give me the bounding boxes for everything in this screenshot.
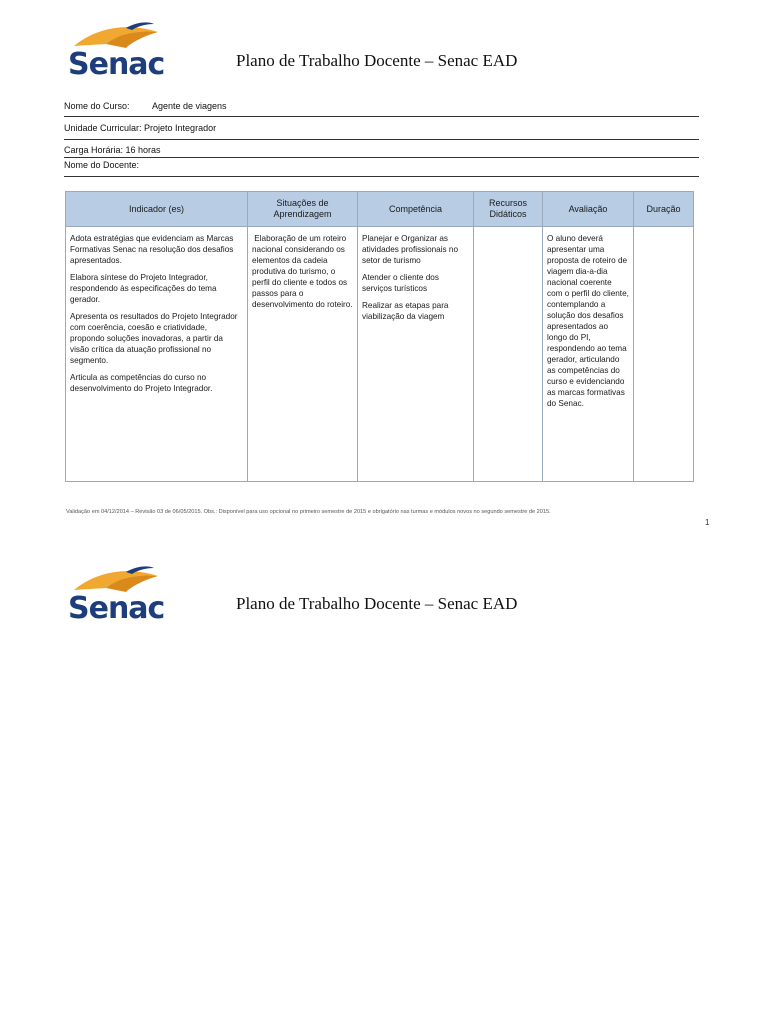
page-2 — [0, 540, 768, 1024]
divider — [64, 157, 699, 158]
indicador-item: Adota estratégias que evidenciam as Marcas Formativas Senac na resolução dos desafios apresentados. — [70, 234, 234, 265]
work-plan-table — [65, 191, 694, 482]
field-unit: Unidade Curricular: Projeto Integrador — [64, 123, 217, 133]
cell-situacoes — [248, 227, 358, 482]
competencia-item: Atender o cliente dos serviços turísticos — [362, 273, 439, 293]
divider — [64, 176, 699, 177]
page-number: 1 — [705, 518, 710, 527]
competencia-item: Planejar e Organizar as atividades profissionais no setor de turismo — [362, 234, 459, 265]
avaliacao-text: O aluno deverá apresentar uma proposta de roteiro de viagem dia-a-dia nacional coerente com o perfil do cliente, contemplando a solução dos desafios apresentados ao longo do PI, respondendo ao tema gerador, articulando as competências do curso e evidenciando as marcas formativas do Senac. — [547, 234, 629, 408]
cell-duracao — [634, 227, 694, 482]
page-title: Plano de Trabalho Docente – Senac EAD — [236, 51, 518, 70]
logo-wordmark: Senac — [68, 47, 165, 82]
situacao-text: Elaboração de um roteiro nacional considerando os elementos da cadeia produtiva do turismo, o perfil do cliente e todos os passos para o desenvolvimento do roteiro. — [252, 234, 353, 309]
divider — [64, 139, 699, 140]
indicador-item: Apresenta os resultados do Projeto Integrador com coerência, coesão e criatividade, propondo soluções inovadoras, a partir da visão crítica da atuação profissional no segmento. — [70, 312, 238, 365]
senac-logo — [66, 18, 172, 82]
field-course — [64, 100, 699, 112]
cell-avaliacao — [543, 227, 634, 482]
course-value: Agente de viagens — [152, 101, 227, 111]
cell-indicadores — [66, 227, 248, 482]
course-label: Nome do Curso: — [64, 101, 130, 111]
header-situacoes: Situações de Aprendizagem — [248, 192, 358, 227]
page-title: Plano de Trabalho Docente – Senac EAD — [236, 594, 518, 613]
header-duracao: Duração — [634, 192, 694, 227]
logo-wordmark: Senac — [68, 591, 165, 626]
footer-note: Validação em 04/12/2014 – Revisão 03 de 06/05/2015. Obs.: Disponível para uso opcional no primeiro semestre de 2015 e obrigatório nas turmas e módulos novos no segundo semestre de 2015. — [66, 509, 551, 515]
cell-recursos — [474, 227, 543, 482]
indicador-item: Elabora síntese do Projeto Integrador, respondendo às especificações do tema gerador. — [70, 273, 217, 304]
header-avaliacao: Avaliação — [543, 192, 634, 227]
header-competencia: Competência — [358, 192, 474, 227]
senac-logo — [66, 562, 172, 626]
divider — [64, 116, 699, 117]
competencia-item: Realizar as etapas para viabilização da viagem — [362, 301, 449, 321]
table-row — [66, 227, 694, 482]
table-header-row — [66, 192, 694, 227]
indicador-item: Articula as competências do curso no desenvolvimento do Projeto Integrador. — [70, 373, 213, 393]
cell-competencias — [358, 227, 474, 482]
field-workload: Carga Horária: 16 horas — [64, 145, 161, 155]
header-recursos: Recursos Didáticos — [474, 192, 543, 227]
header-indicador: Indicador (es) — [66, 192, 248, 227]
field-teacher: Nome do Docente: — [64, 160, 140, 170]
